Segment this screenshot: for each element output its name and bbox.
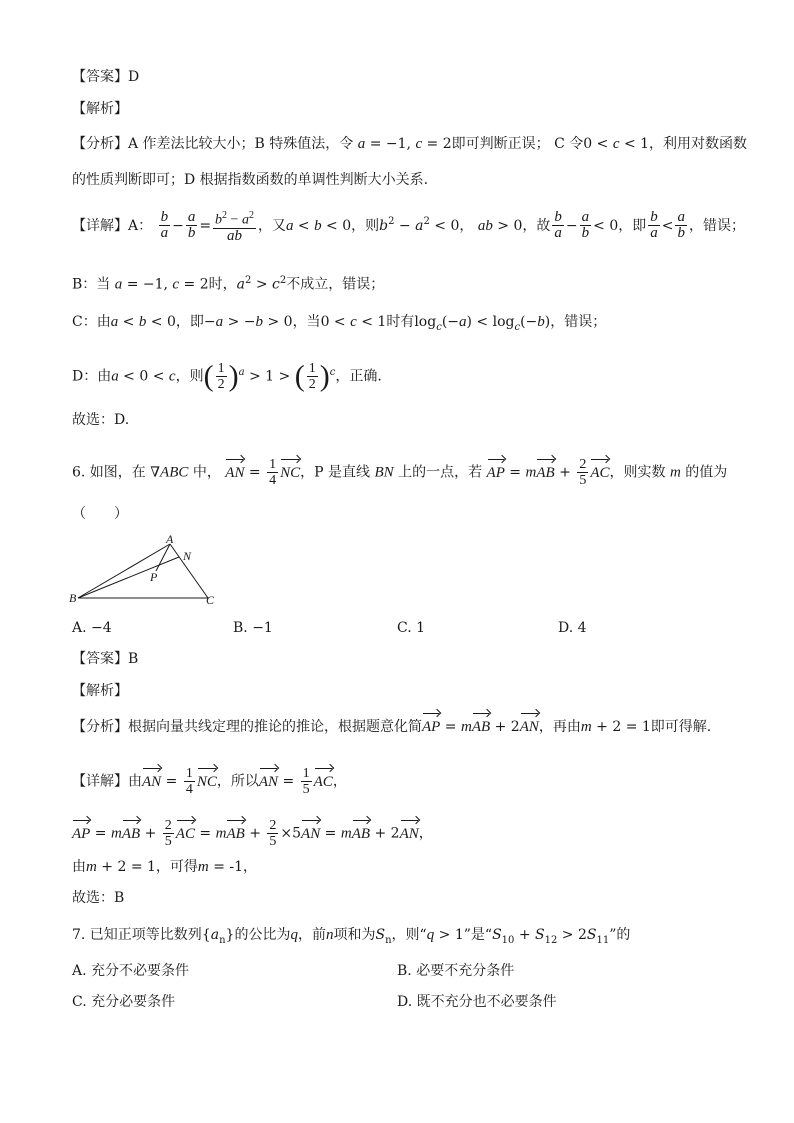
q5-analysis-line2: 的性质判断即可；D 根据指数函数的单调性判断大小关系.: [72, 172, 429, 188]
q6-option-d: D. 4: [558, 620, 587, 636]
q5-jiexi-label: 【解析】: [72, 101, 128, 117]
line-bn: [78, 557, 179, 598]
q5-detail-b: B：当 a = −1, c = 2时，$a^2 > c^2$不成立，错误；: [72, 275, 385, 293]
label-b: B: [69, 591, 77, 605]
q5-detail-c: C：由a < b < 0，即−a > −b > 0，当0 < c < 1时有$\log_c(-a) < \log_c(-b)$，错误；: [72, 314, 607, 333]
label-a: A: [166, 533, 174, 546]
q6-analysis: 【分析】根据向量共线定理的推论的推论，根据题意化简AP = mAB + 2AN，再由m + 2 = 1即可得解.: [72, 719, 712, 735]
q5-conclusion: 故选：D.: [72, 412, 130, 428]
q6-detail-line1: 【详解】由AN = $\frac{1}{4}$ NC，所以AN = $\frac{1}{5}$ AC，: [72, 766, 347, 797]
q7-option-d: D. 既不充分也不必要条件: [397, 994, 557, 1010]
q6-jiexi-label: 【解析】: [72, 683, 128, 699]
q5-detail-d: D：由a < 0 < c，则( $\frac{1}{2}$ )$^a$ > 1 > ( $\frac{1}{2}$ )$^c$，正确.: [72, 359, 382, 393]
q5-detail-a: 【详解】A： $\frac{b}{a}$ − $\frac{a}{b}$ = $\frac{b^2 - a^2}{ab}$ ，又a < b < 0，则$b^2 - a^2 < 0$， ab > 0，故 $\frac{b}{a}$ − $\frac{a}{b}$ < 0，即 $\frac{b}{a}$ < $\frac{a}{b}$ ，错误；: [72, 209, 745, 244]
q6-option-a: A. −4: [72, 620, 112, 636]
q7-stem: 7. 已知正项等比数列$\{a_n\}$的公比为q，前n项和为$S_n$，则“q > 1”是“$S_{10} + S_{12} > 2S_{11}$”的: [72, 927, 631, 946]
label-c: C: [206, 593, 215, 607]
q6-detail-line2: AP = mAB + $\frac{2}{5}$ AC = mAB + $\frac{2}{5}$ ×5AN = mAB + 2AN，: [72, 818, 433, 849]
q6-option-c: C. 1: [397, 620, 426, 636]
q5-analysis-line1: 【分析】A 作差法比较大小；B 特殊值法，令 a = −1, c = 2即可判断正误； C 令0 < c < 1，利用对数函数: [72, 136, 748, 152]
q6-paren: （ ）: [72, 506, 128, 522]
q7-option-b: B. 必要不充分条件: [397, 963, 515, 979]
label-p: P: [150, 570, 158, 584]
q5-answer: 【答案】D: [72, 69, 140, 85]
q6-triangle-figure: [68, 533, 228, 609]
q6-answer: 【答案】B: [72, 651, 139, 667]
q6-conclusion: 故选：B: [72, 890, 125, 906]
q6-option-b: B. −1: [233, 620, 273, 636]
q6-stem: 6. 如图，在 ∇ABC 中， AN = $\frac{1}{4}$ NC，P 是直线 BN 上的一点，若 AP = mAB + $\frac{2}{5}$ AC，则实数 m 的值为: [72, 457, 728, 488]
q6-detail-line3: 由m + 2 = 1，可得m = -1，: [72, 859, 258, 875]
q7-option-a: A. 充分不必要条件: [72, 963, 190, 979]
q7-option-c: C. 充分必要条件: [72, 994, 176, 1010]
label-n: N: [183, 549, 192, 563]
